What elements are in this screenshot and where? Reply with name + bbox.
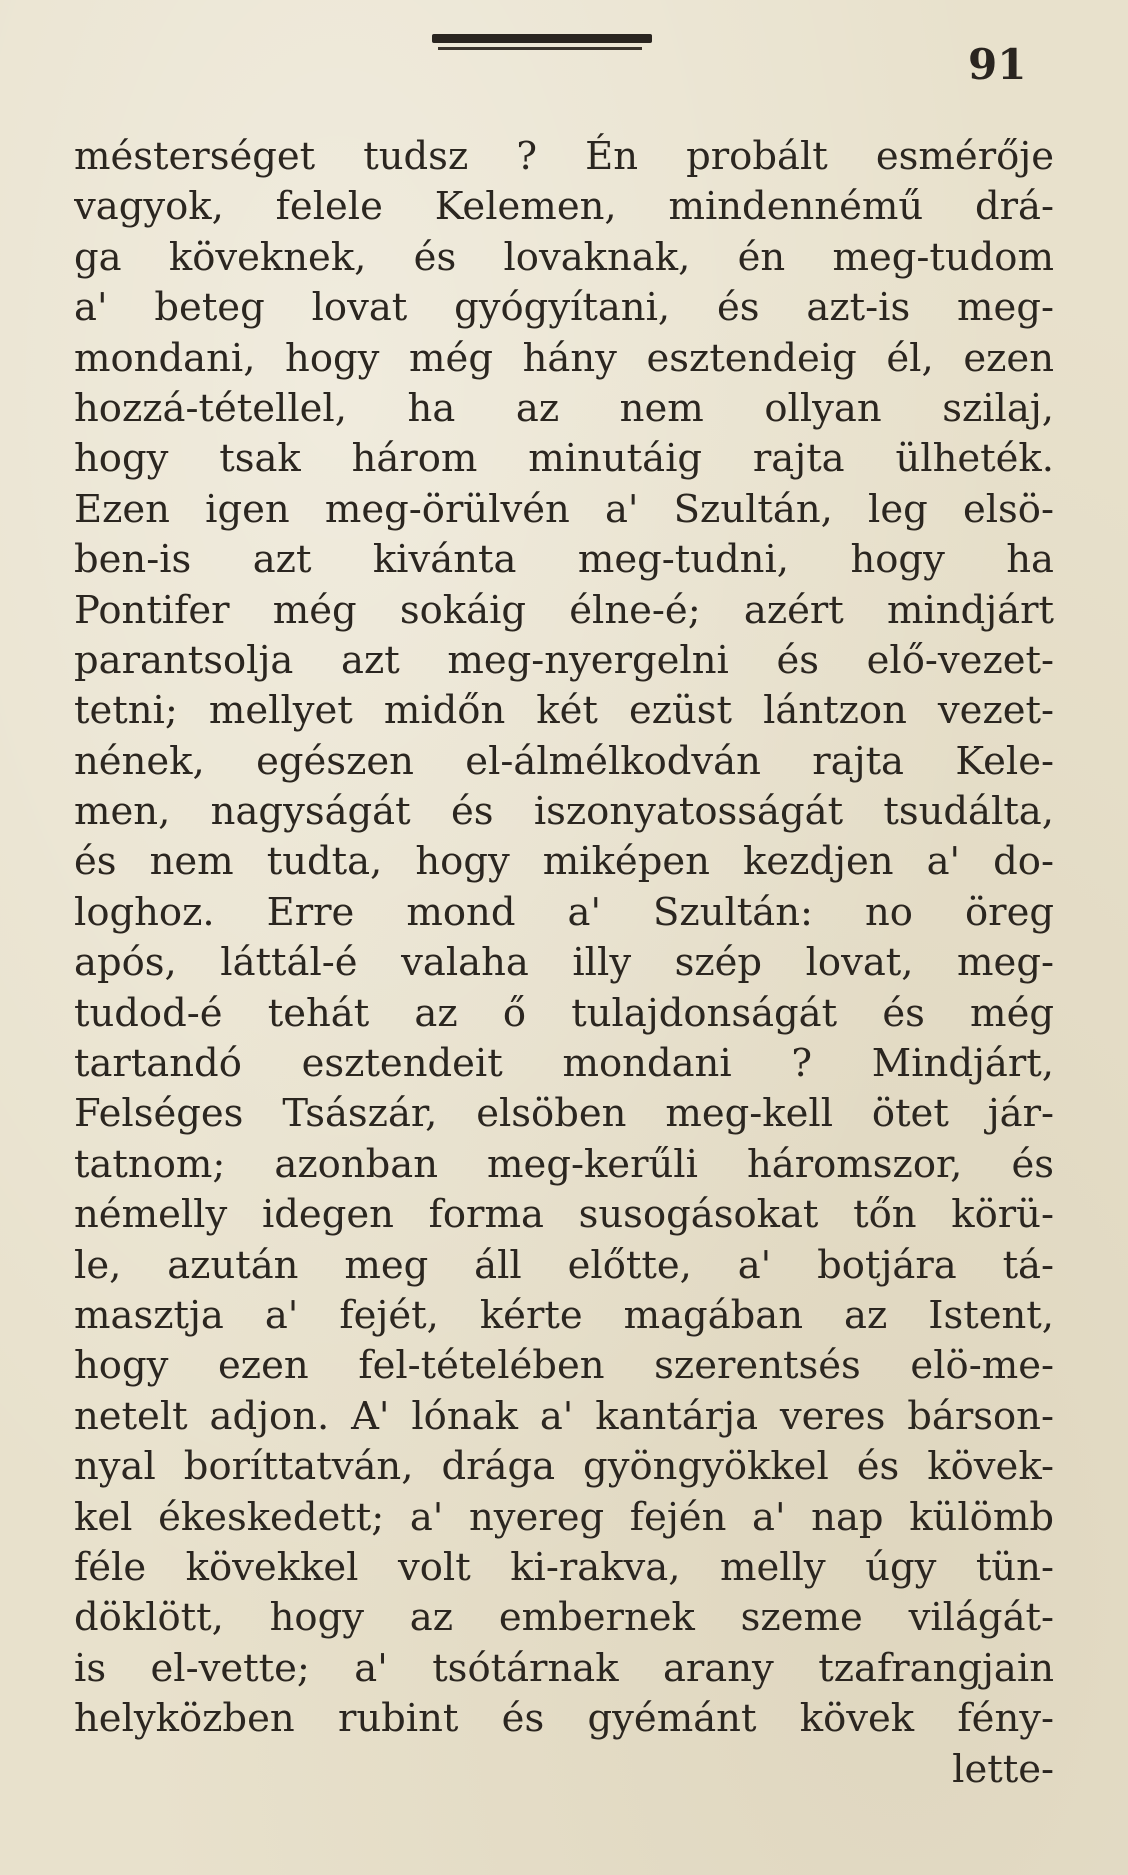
header-rule-thick	[432, 34, 652, 43]
text-line: parantsolja azt meg-nyergelni és elő-vezet-	[74, 637, 1054, 683]
text-line: men, nagyságát és iszonyatosságát tsudálta,	[74, 789, 1054, 835]
text-line: és nem tudta, hogy miképen kezdjen a' do-	[74, 839, 1054, 885]
text-line: helyközben rubint és gyémánt kövek fény-	[74, 1696, 1054, 1742]
text-line: loghoz. Erre mond a' Szultán: no öreg	[74, 889, 1054, 935]
text-line: Felséges Tsászár, elsöben meg-kell ötet jár-	[74, 1091, 1054, 1137]
text-line: netelt adjon. A' lónak a' kantárja veres bárson-	[74, 1393, 1054, 1439]
text-line: tudod-é tehát az ő tulajdonságát és még	[74, 990, 1054, 1036]
text-line: nyal boríttatván, drága gyöngyökkel és kövek-	[74, 1444, 1054, 1490]
text-line: hogy ezen fel-tételében szerentsés elö-me-	[74, 1343, 1054, 1389]
page-number: 91	[968, 40, 1027, 89]
text-line: tartandó esztendeit mondani ? Mindjárt,	[74, 1041, 1054, 1087]
text-line: tetni; mellyet midőn két ezüst lántzon vezet-	[74, 688, 1054, 734]
text-line: tatnom; azonban meg-kerűli háromszor, és	[74, 1141, 1054, 1187]
body-text	[74, 132, 1054, 1795]
text-line: ga köveknek, és lovaknak, én meg-tudom	[74, 234, 1054, 280]
text-line: mondani, hogy még hány esztendeig él, ezen	[74, 335, 1054, 381]
header-rule	[432, 34, 652, 52]
text-line: nének, egészen el-álmélkodván rajta Kele-	[74, 738, 1054, 784]
catchword: lette-	[952, 1746, 1054, 1792]
text-line: döklött, hogy az embernek szeme világát-	[74, 1595, 1054, 1641]
text-line: le, azután meg áll előtte, a' botjára tá-	[74, 1242, 1054, 1288]
text-line: kel ékeskedett; a' nyereg fején a' nap külömb	[74, 1494, 1054, 1540]
text-line: Ezen igen meg-örülvén a' Szultán, leg elsö-	[74, 486, 1054, 532]
text-line: a' beteg lovat gyógyítani, és azt-is meg-	[74, 285, 1054, 331]
header-rule-thin	[438, 47, 642, 50]
text-line: mésterséget tudsz ? Én probált esmérője	[74, 134, 1054, 179]
text-line: masztja a' fejét, kérte magában az Istent,	[74, 1292, 1054, 1338]
text-line: hozzá-tétellel, ha az nem ollyan szilaj,	[74, 385, 1054, 431]
text-line: hogy tsak három minutáig rajta ülheték.	[74, 436, 1054, 482]
text-line: is el-vette; a' tsótárnak arany tzafrangjain	[74, 1645, 1054, 1691]
text-line: vagyok, felele Kelemen, mindennémű drá-	[74, 184, 1054, 230]
text-line: Pontifer még sokáig élne-é; azért mindjárt	[74, 587, 1054, 633]
text-line: após, láttál-é valaha illy szép lovat, meg-	[74, 940, 1054, 986]
text-line: némelly idegen forma susogásokat tőn körü-	[74, 1192, 1054, 1238]
text-line: féle kövekkel volt ki-rakva, melly úgy tün-	[74, 1544, 1054, 1590]
text-line: ben-is azt kivánta meg-tudni, hogy ha	[74, 537, 1054, 583]
